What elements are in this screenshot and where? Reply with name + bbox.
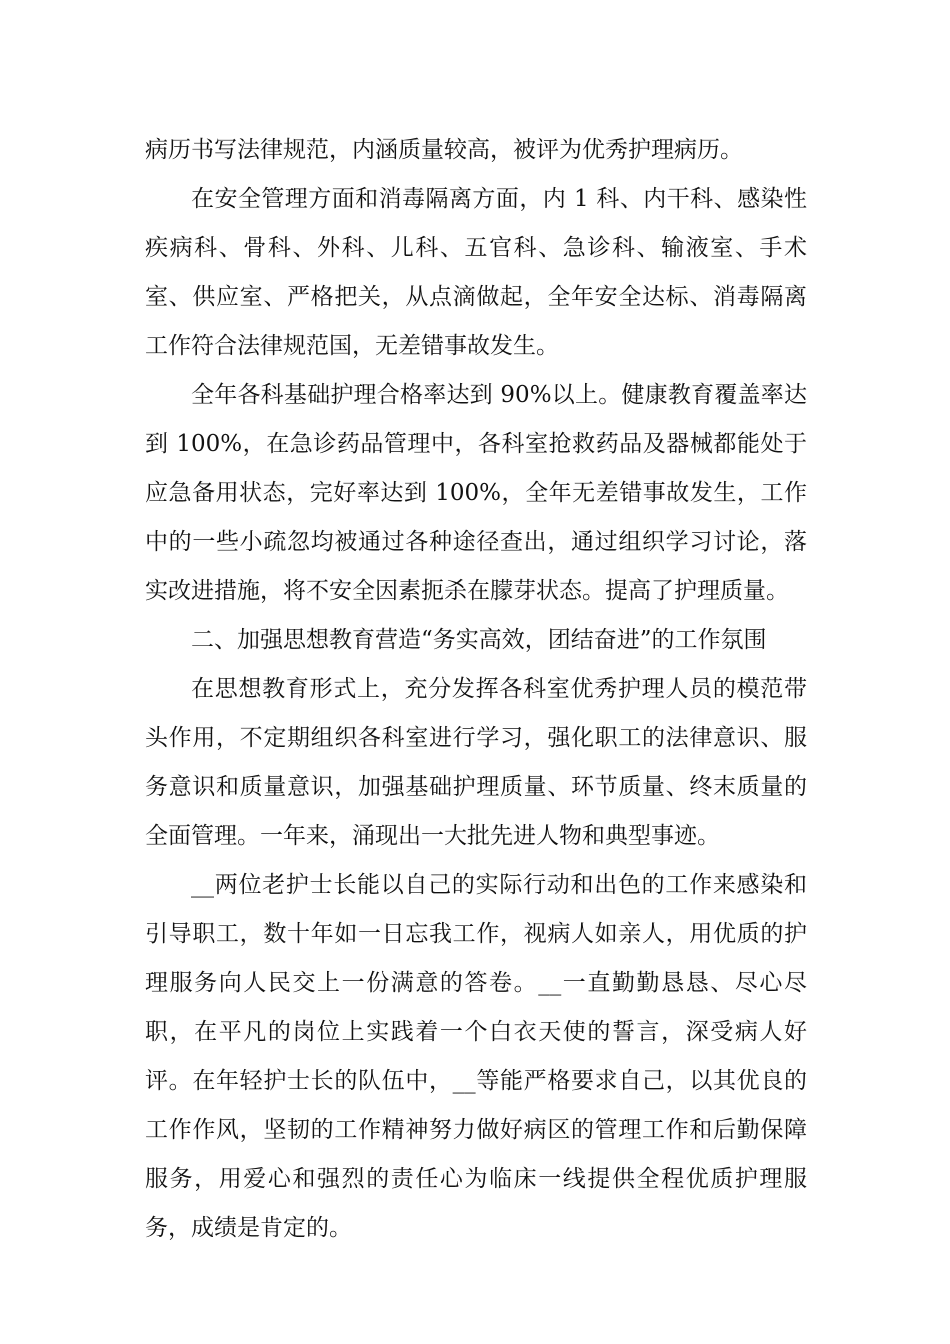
paragraph-3: 全年各科基础护理合格率达到 90%以上。健康教育覆盖率达到 100%，在急诊药品管理中，各科室抢救药品及器械都能处于应急备用状态，完好率达到 100%，全年无差错事故发生，工作中的一些小疏忽均被通过各种途径查出，通过组织学习讨论，落实改进措施，将不安全因素扼杀在朦芽状态。提高了护理质量。 xyxy=(145,382,807,604)
paragraph-1: 病历书写法律规范，内涵质量较高，被评为优秀护理病历。 xyxy=(145,137,743,163)
section-heading: 二、加强思想教育营造“务实高效，团结奋进”的工作氛围 xyxy=(191,627,767,653)
paragraph-5: __两位老护士长能以自己的实际行动和出色的工作来感染和引导职工，数十年如一日忘我工作，视病人如亲人，用优质的护理服务向人民交上一份满意的答卷。__一直勤勤恳恳、尽心尽职，在平凡的岗位上实践着一个白衣天使的誓言，深受病人好评。在年轻护士长的队伍中，__等能严格要求自己，以其优良的工作作风，坚韧的工作精神努力做好病区的管理工作和后勤保障服务，用爱心和强烈的责任心为临床一线提供全程优质护理服务，成绩是肯定的。 xyxy=(145,872,807,1241)
paragraph-2: 在安全管理方面和消毒隔离方面，内 1 科、内干科、感染性疾病科、骨科、外科、儿科、五官科、急诊科、输液室、手术室、供应室、严格把关，从点滴做起，全年安全达标、消毒隔离工作符合法律规范国，无差错事故发生。 xyxy=(145,186,807,359)
paragraph-4: 在思想教育形式上，充分发挥各科室优秀护理人员的模范带头作用，不定期组织各科室进行学习，强化职工的法律意识、服务意识和质量意识，加强基础护理质量、环节质量、终末质量的全面管理。一年来，涌现出一大批先进人物和典型事迹。 xyxy=(145,676,807,849)
document-body xyxy=(145,126,807,1253)
